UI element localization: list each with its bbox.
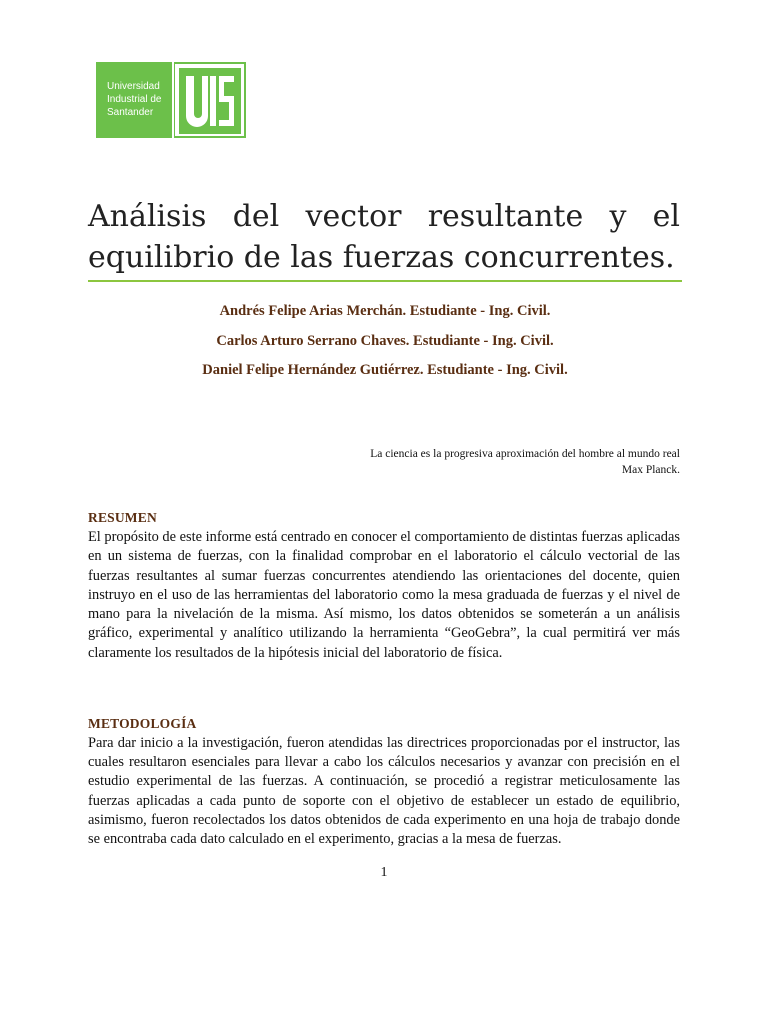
logo-text-block: [96, 62, 172, 138]
document-title: Análisis del vector resultante y el equilibrio de las fuerzas concurrentes.: [88, 199, 680, 275]
epigraph: [280, 447, 680, 478]
title-divider: [88, 280, 682, 282]
epigraph-attribution: Max Planck.: [621, 463, 680, 476]
logo-line-1: Universidad: [107, 81, 160, 92]
author-list: [88, 300, 682, 389]
metodologia-body: Para dar inicio a la investigación, fueron atendidas las directrices proporcionadas por el instructor, las cuales resultaron esenciales para llevar a cabo los cálculos necesarios y avanzar con precisión en el estudio experimental de las fuerzas. A continuación, se procedió a registrar meticulosamente las fuerzas aplicadas a cada punto de soporte con el objetivo de establecer un estado de equilibrio, asimismo, fueron recolectados los datos obtenidos de cada experimento en una hoja de trabajo donde se encontraba cada dato calculado en el experimento, gracias a la mesa de fuerzas.: [88, 735, 680, 848]
author-2: Carlos Arturo Serrano Chaves. Estudiante - Ing. Civil.: [216, 332, 554, 349]
logo-line-3: Santander: [107, 107, 154, 118]
uis-emblem: [174, 62, 246, 138]
university-logo: [96, 62, 248, 138]
author-1: Andrés Felipe Arias Merchán. Estudiante - Ing. Civil.: [219, 303, 551, 319]
author-3: Daniel Felipe Hernández Gutiérrez. Estudiante - Ing. Civil.: [202, 362, 568, 378]
resumen-body: El propósito de este informe está centrado en conocer el comportamiento de distintas fuerzas aplicadas en un sistema de fuerzas, con la finalidad comprobar en el laboratorio el cálculo vectorial de las fuerzas resultantes al sumar fuerzas concurrentes atendiendo las orientaciones del docente, quien instruyo en el uso de las herramientas del laboratorio como la mesa graduada de fuerzas y el nivel de mano para la nivelación de la misma. Así mismo, los datos obtenidos se someterán a un análisis gráfico, experimental y analítico utilizando la herramienta “GeoGebra”, la cual permitirá ver más claramente los resultados de la hipótesis inicial del laboratorio de física.: [88, 529, 680, 661]
uis-emblem-icon: [179, 68, 241, 134]
epigraph-text: La ciencia es la progresiva aproximación del hombre al mundo real: [370, 448, 680, 460]
page-number: 1: [380, 865, 388, 880]
resumen-heading: RESUMEN: [88, 510, 157, 525]
metodologia-heading: METODOLOGÍA: [88, 716, 197, 731]
logo-line-2: Industrial de: [107, 94, 162, 105]
